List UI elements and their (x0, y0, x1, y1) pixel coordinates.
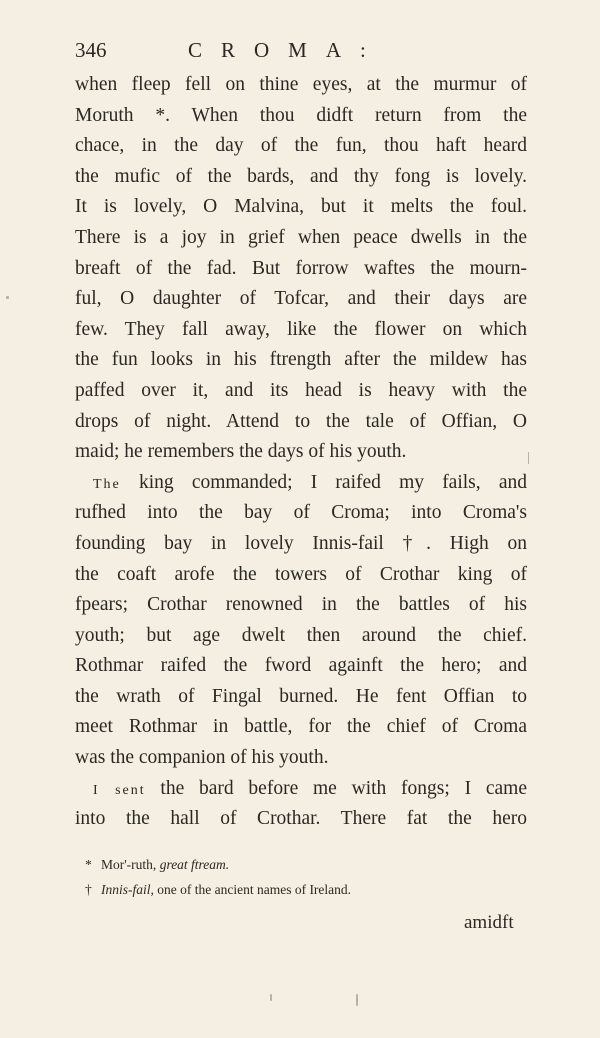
text-line: the coaft arofe the towers of Crothar king of (75, 563, 527, 585)
page-number: 346 (75, 38, 107, 62)
footnote-mark: † (85, 882, 92, 897)
text-line: meet Rothmar in battle, for the chief of Croma (75, 716, 527, 738)
text-line: youth; but age dwelt then around the chief. (75, 624, 527, 646)
text-line: breaft of the fad. But forrow waftes the mourn- (75, 257, 527, 279)
footnote-italic: great ftream. (159, 857, 230, 872)
text-line: few. They fall away, like the flower on which (75, 318, 527, 340)
paper-speck (528, 452, 529, 464)
text-line: Moruth *. When thou didft return from the (75, 104, 527, 126)
text-line: drops of night. Attend to the tale of Offian, O (75, 410, 527, 432)
footnote-italic: Innis-fail, (101, 882, 154, 897)
text-line: was the companion of his youth. (75, 747, 329, 769)
footnote (75, 877, 535, 902)
paragraph-opening-line (75, 774, 527, 805)
text-run: the bard before me with fongs; I came (145, 777, 527, 799)
small-caps-word: I sent (93, 782, 146, 798)
small-caps-word: The (93, 476, 121, 492)
text-line: the fun looks in his ftrength after the mildew has (75, 349, 527, 371)
paper-speck (270, 994, 272, 1001)
footnote (75, 852, 535, 877)
paper-speck (356, 994, 358, 1006)
text-line: Rothmar raifed the fword againft the hero; and (75, 655, 527, 677)
running-head: CROMA: (188, 38, 385, 62)
page-header (75, 38, 535, 72)
text-line: founding bay in lovely Innis-fail †. High on (75, 532, 527, 554)
footnote-text: Mor'-ruth, (101, 857, 160, 872)
text-line: the wrath of Fingal burned. He fent Offian to (75, 685, 527, 707)
text-line: paffed over it, and its head is heavy with the (75, 379, 527, 401)
text-line: It is lovely, O Malvina, but it melts the foul. (75, 196, 527, 218)
catchword: amidft (464, 912, 514, 933)
text-run: king commanded; I raifed my fails, and (120, 471, 527, 493)
body-text (75, 70, 527, 835)
text-line: rufhed into the bay of Croma; into Croma's (75, 502, 527, 524)
text-line: the mufic of the bards, and thy fong is lovely. (75, 165, 527, 187)
paragraph-opening-line (75, 468, 527, 499)
text-line: chace, in the day of the fun, thou haft heard (75, 135, 527, 157)
text-line: fpears; Crothar renowned in the battles of his (75, 594, 527, 616)
text-line: maid; he remembers the days of his youth. (75, 441, 407, 463)
text-line: into the hall of Crothar. There fat the hero (75, 808, 527, 830)
footnote-after: one of the ancient names of Ireland. (153, 882, 352, 897)
text-line: when fleep fell on thine eyes, at the murmur of (75, 74, 527, 95)
text-line: There is a joy in grief when peace dwells in the (75, 226, 527, 248)
footnote-mark: * (85, 857, 92, 872)
paper-speck (6, 296, 9, 299)
footnotes (75, 852, 535, 902)
text-line: ful, O daughter of Tofcar, and their days are (75, 288, 527, 310)
